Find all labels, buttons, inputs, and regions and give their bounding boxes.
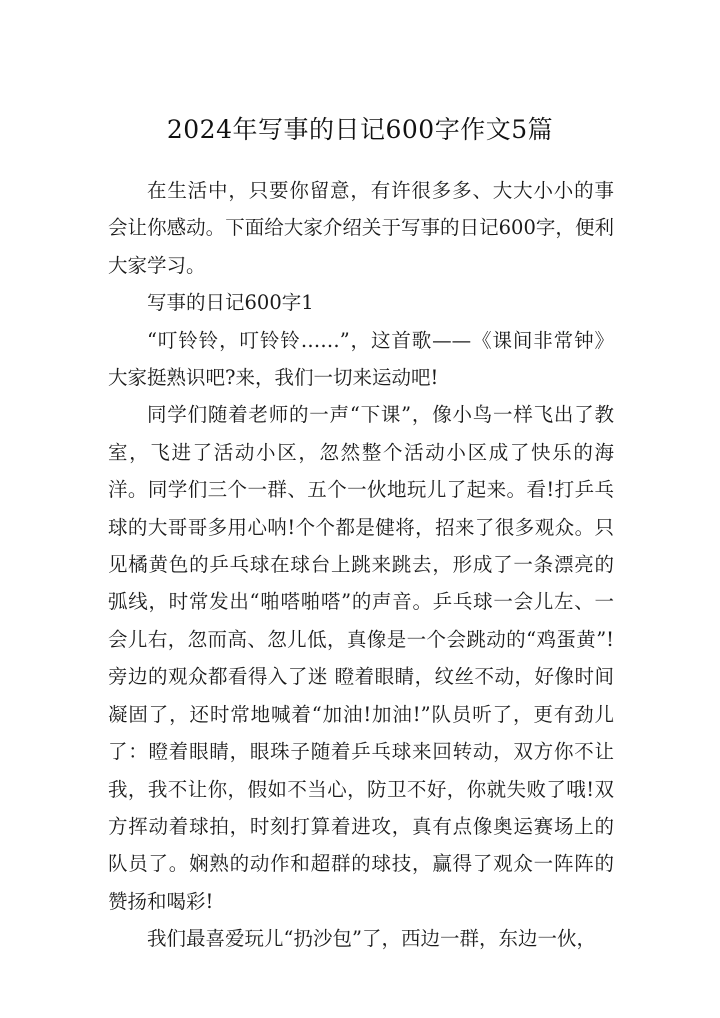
intro-paragraph: 在生活中，只要你留意，有许很多多、大大小小的事会让你感动。下面给大家介绍关于写事的日记600字，便利大家学习。 — [108, 179, 614, 277]
document-title: 2024年写事的日记600字作文5篇 — [166, 115, 554, 144]
body-paragraph: 同学们随着老师的一声“下课”，像小鸟一样飞出了教室，飞进了活动小区，忽然整个活动小区成了快乐的海洋。同学们三个一群、五个一伙地玩儿了起来。看!打乒乓球的大哥哥多用心呐!个个都是健将，招来了很多观众。只见橘黄色的乒乓球在球台上跳来跳去，形成了一条漂亮的弧线，时常发出“啪嗒啪嗒”的声音。乒乓球一会儿左、一会儿右，忽而高、忽儿低，真像是一个会跳动的“鸡蛋黄”!旁边的观众都看得入了迷 瞪着眼睛，纹丝不动，好像时间凝固了，还时常地喊着“加油!加油!”队员听了，更有劲儿了：瞪着眼睛，眼珠子随着乒乓球来回转动，双方你不让我，我不让你，假如不当心，防卫不好，你就失败了哦!双方挥动着球拍，时刻打算着进攻，真有点像奥运赛场上的队员了。娴熟的动作和超群的球技，赢得了观众一阵阵的赞扬和喝彩! — [108, 403, 614, 913]
body-paragraph: 我们最喜爱玩儿“扔沙包”了，西边一群，东边一伙， — [147, 927, 596, 951]
document-body — [108, 172, 614, 958]
section-heading: 写事的日记600字1 — [147, 291, 314, 315]
body-paragraph: “叮铃铃，叮铃铃……”，这首歌——《课间非常钟》大家挺熟识吧?来，我们一切来运动吧! — [108, 328, 614, 390]
